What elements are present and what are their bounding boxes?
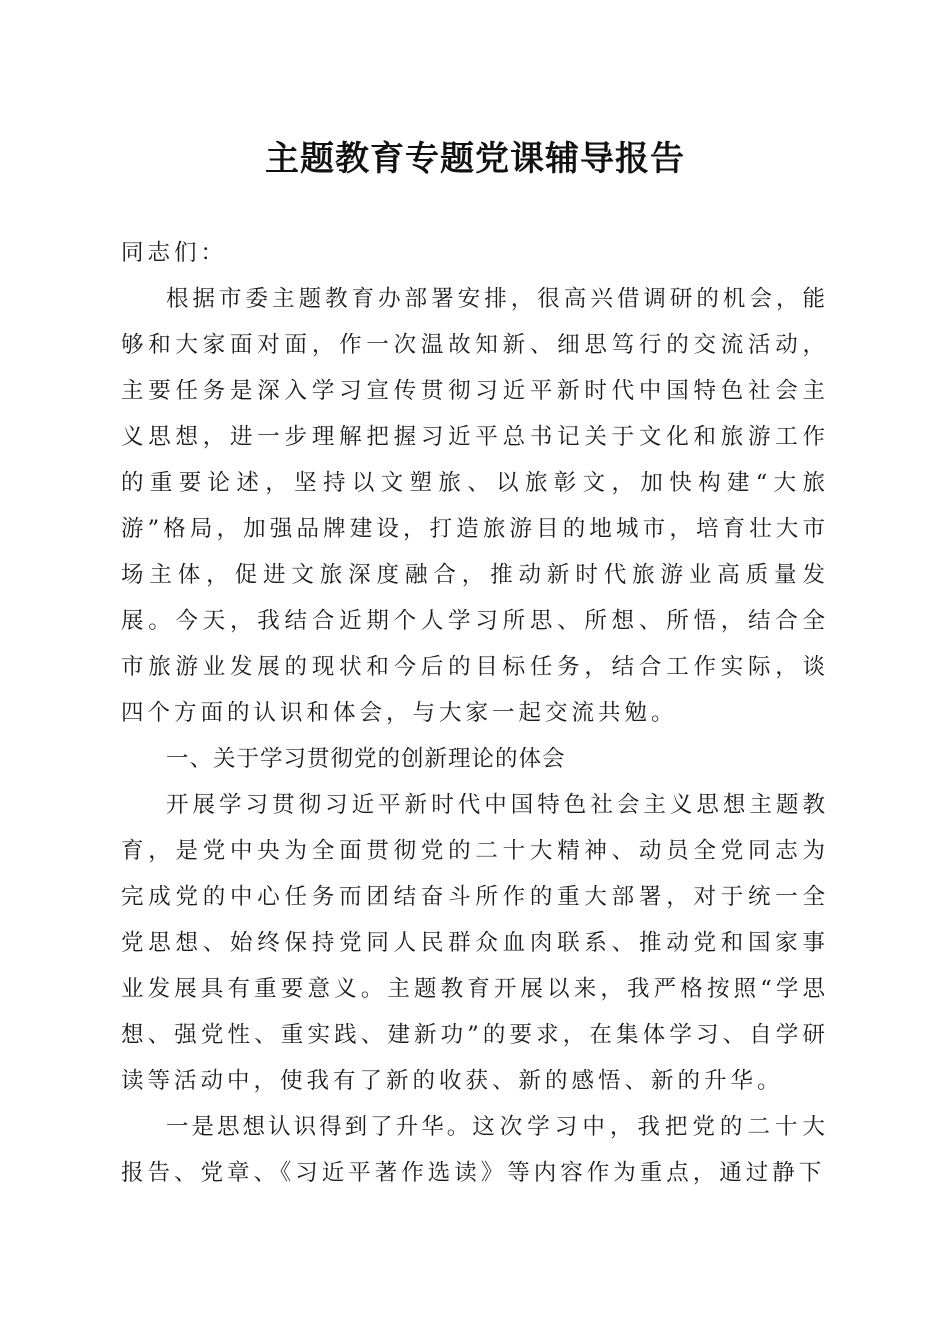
point-text: 这次学习中，我把党的二十大报告、党章、《习近平著作选读》等内容作为重点，通过静下 [121, 1114, 829, 1186]
intro-paragraph: 根据市委主题教育办部署安排，很高兴借调研的机会，能够和大家面对面，作一次温故知新、细思笃行的交流活动，主要任务是深入学习宣传贯彻习近平新时代中国特色社会主义思想，进一步理解把握习近平总书记关于文化和旅游工作的重要论述，坚持以文塑旅、以旅彰文，加快构建“大旅游”格局，加强品牌建设，打造旅游目的地城市，培育壮大市场主体，促进文旅深度融合，推动新时代旅游业高质量发展。今天，我结合近期个人学习所思、所想、所悟，结合全市旅游业发展的现状和今后的目标任务，结合工作实际，谈四个方面的认识和体会，与大家一起交流共勉。 [121, 286, 829, 726]
document-title: 主题教育专题党课辅导报告 [265, 139, 685, 179]
section-paragraph: 开展学习贯彻习近平新时代中国特色社会主义思想主题教育，是党中央为全面贯彻党的二十大精神、动员全党同志为完成党的中心任务而团结奋斗所作的重大部署，对于统一全党思想、始终保持党同人民群众血肉联系、推动党和国家事业发展具有重要意义。主题教育开展以来，我严格按照“学思想、强党性、重实践、建新功”的要求，在集体学习、自学研读等活动中，使我有了新的收获、新的感悟、新的升华。 [121, 792, 829, 1094]
section-heading: 一、关于学习贯彻党的创新理论的体会 [166, 746, 566, 772]
document-body [121, 230, 829, 1196]
salutation: 同志们： [121, 240, 228, 266]
point-paragraph [121, 1104, 829, 1196]
point-lead: 一是思想认识得到了升华。 [166, 1114, 473, 1140]
